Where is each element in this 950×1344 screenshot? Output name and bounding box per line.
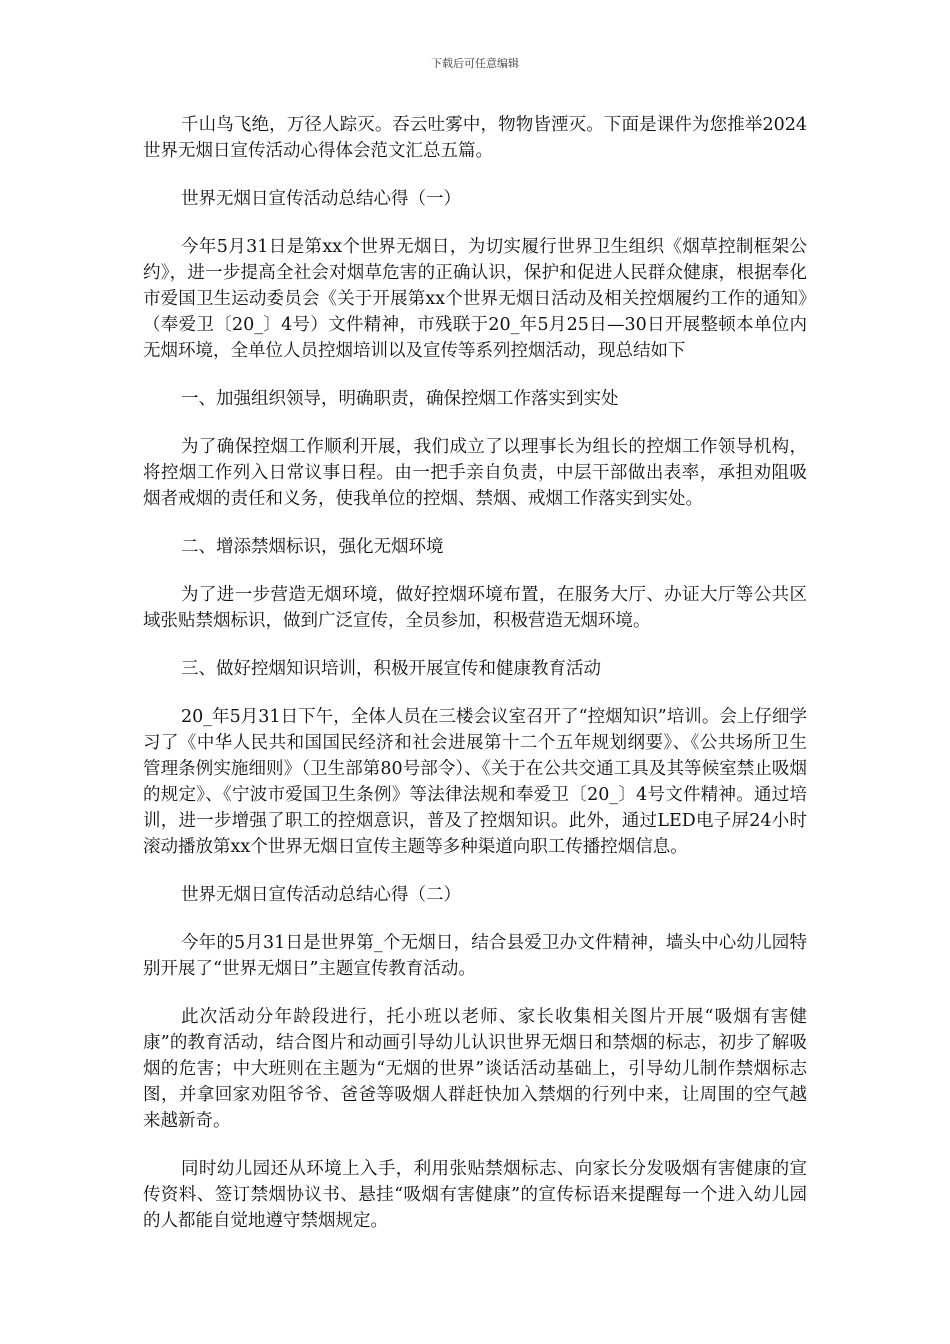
section-title-one: 世界无烟日宣传活动总结心得（一） <box>181 189 461 209</box>
subheading-training: 三、做好控烟知识培训，积极开展宣传和健康教育活动 <box>181 659 601 679</box>
body-paragraph: 同时幼儿园还从环境上入手，利用张贴禁烟标志、向家长分发吸烟有害健康的宣传资料、签订禁烟协议书、悬挂“吸烟有害健康”的宣传标语来提醒每一个进入幼儿园的人都能自觉地遵守禁烟规定。 <box>143 1159 807 1231</box>
subheading-organization: 一、加强组织领导，明确职责，确保控烟工作落实到实处 <box>181 389 619 409</box>
body-paragraph: 今年5月31日是第xx个世界无烟日，为切实履行世界卫生组织《烟草控制框架公约》，进一步提高全社会对烟草危害的正确认识，保护和促进人民群众健康，根据奉化市爱国卫生运动委员会《关于开展第xx个世界无烟日活动及相关控烟履约工作的通知》（奉爱卫〔20_〕4号）文件精神，市残联于20_年5月25日—30日开展整顿本单位内无烟环境，全单位人员控烟培训以及宣传等系列控烟活动，现总结如下 <box>143 237 807 361</box>
body-paragraph: 为了确保控烟工作顺利开展，我们成立了以理事长为组长的控烟工作领导机构，将控烟工作列入日常议事日程。由一把手亲自负责，中层干部做出表率，承担劝阻吸烟者戒烟的责任和义务，使我单位的控烟、禁烟、戒烟工作落实到实处。 <box>143 437 807 509</box>
page-header: 下载后可任意编辑 <box>431 57 519 70</box>
body-paragraph: 为了进一步营造无烟环境，做好控烟环境布置，在服务大厅、办证大厅等公共区域张贴禁烟标识，做到广泛宣传，全员参加，积极营造无烟环境。 <box>143 585 807 631</box>
document-body <box>143 112 807 1256</box>
subheading-signage: 二、增添禁烟标识，强化无烟环境 <box>181 537 444 557</box>
intro-paragraph: 千山鸟飞绝，万径人踪灭。吞云吐雾中，物物皆湮灭。下面是课件为您推举2024世界无烟日宣传活动心得体会范文汇总五篇。 <box>143 115 807 161</box>
body-paragraph: 20_年5月31日下午，全体人员在三楼会议室召开了“控烟知识”培训。会上仔细学习了《中华人民共和国国民经济和社会进展第十二个五年规划纲要》、《公共场所卫生管理条例实施细则》（卫生部第80号部令）、《关于在公共交通工具及其等候室禁止吸烟的规定》、《宁波市爱国卫生条例》等法律法规和奉爱卫〔20_〕4号文件精神。通过培训，进一步增强了职工的控烟意识，普及了控烟知识。此外，通过LED电子屏24小时滚动播放第xx个世界无烟日宣传主题等多种渠道向职工传播控烟信息。 <box>143 707 807 857</box>
body-paragraph: 此次活动分年龄段进行，托小班以老师、家长收集相关图片开展“吸烟有害健康”的教育活动，结合图片和动画引导幼儿认识世界无烟日和禁烟的标志，初步了解吸烟的危害；中大班则在主题为“无烟的世界”谈话活动基础上，引导幼儿制作禁烟标志图，并拿回家劝阻爷爷、爸爸等吸烟人群赶快加入禁烟的行列中来，让周围的空气越来越新奇。 <box>143 1007 807 1131</box>
body-paragraph: 今年的5月31日是世界第_个无烟日，结合县爱卫办文件精神，墙头中心幼儿园特别开展了“世界无烟日”主题宣传教育活动。 <box>143 933 807 979</box>
section-title-two: 世界无烟日宣传活动总结心得（二） <box>181 885 461 905</box>
